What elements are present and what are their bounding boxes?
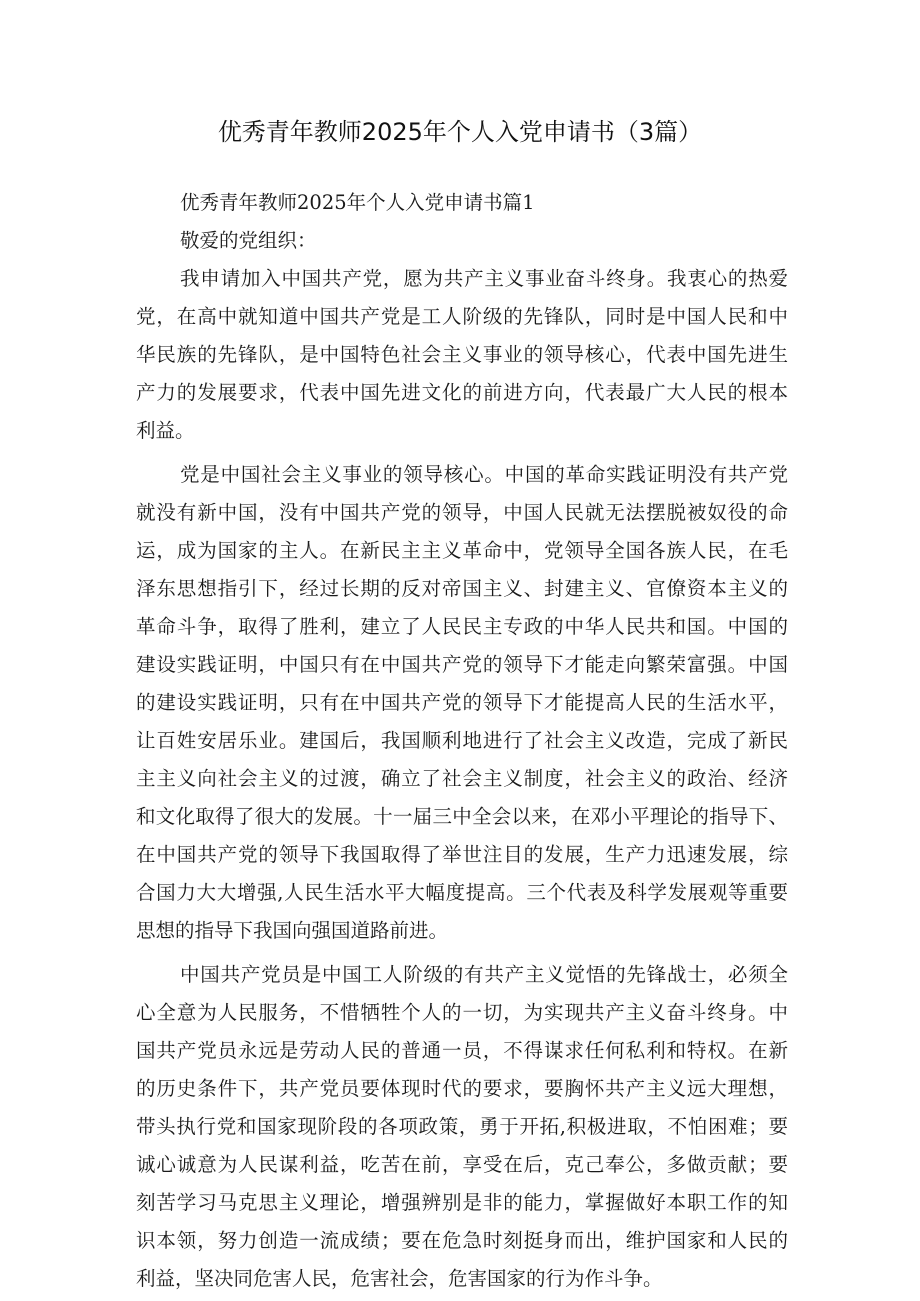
paragraph-line: 党，在高中就知道中国共产党是工人阶级的先锋队，同时是中国人民和中 bbox=[136, 305, 788, 328]
paragraph-line: 和文化取得了很大的发展。十一届三中全会以来，在邓小平理论的指导下、 bbox=[136, 805, 788, 828]
paragraph-line: 革命斗争，取得了胜利，建立了人民民主专政的中华人民共和国。中国的 bbox=[136, 615, 788, 638]
paragraph-line: 让百姓安居乐业。建国后，我国顺利地进行了社会主义改造，完成了新民 bbox=[136, 729, 788, 752]
paragraph-line: 国共产党员永远是劳动人民的普通一员，不得谋求任何私利和特权。在新 bbox=[136, 1039, 788, 1062]
document-title: 优秀青年教师2025年个人入党申请书（3篇） bbox=[217, 118, 703, 146]
paragraph-2 bbox=[136, 456, 788, 950]
paragraph-line: 华民族的先锋队，是中国特色社会主义事业的领导核心，代表中国先进生 bbox=[136, 343, 788, 366]
paragraph-line: 建设实践证明，中国只有在中国共产党的领导下才能走向繁荣富强。中国 bbox=[136, 653, 788, 676]
document-body bbox=[136, 184, 788, 1298]
paragraph-line: 刻苦学习马克思主义理论，增强辨别是非的能力，掌握做好本职工作的知 bbox=[136, 1191, 788, 1214]
paragraph-line: 合国力大大增强,人民生活水平大幅度提高。三个代表及科学发展观等重要 bbox=[136, 881, 788, 904]
paragraph-line: 我申请加入中国共产党，愿为共产主义事业奋斗终身。我衷心的热爱 bbox=[180, 267, 788, 290]
paragraph-line: 诚心诚意为人民谋利益，吃苦在前，享受在后，克己奉公，多做贡献；要 bbox=[136, 1153, 788, 1176]
section-heading: 优秀青年教师2025年个人入党申请书篇1 bbox=[180, 191, 535, 214]
paragraph-line: 主主义向社会主义的过渡，确立了社会主义制度，社会主义的政治、经济 bbox=[136, 767, 788, 790]
paragraph-line: 的建设实践证明，只有在中国共产党的领导下才能提高人民的生活水平， bbox=[136, 691, 788, 714]
paragraph-line: 产力的发展要求，代表中国先进文化的前进方向，代表最广大人民的根本 bbox=[136, 381, 788, 404]
paragraph-line: 思想的指导下我国向强国道路前进。 bbox=[136, 919, 449, 942]
paragraph-line: 泽东思想指引下，经过长期的反对帝国主义、封建主义、官僚资本主义的 bbox=[136, 577, 788, 600]
paragraph-line: 中国共产党员是中国工人阶级的有共产主义觉悟的先锋战士，必须全 bbox=[180, 963, 788, 986]
paragraph-line: 在中国共产党的领导下我国取得了举世注目的发展，生产力迅速发展，综 bbox=[136, 843, 788, 866]
paragraph-1 bbox=[136, 260, 788, 450]
paragraph-3 bbox=[136, 956, 788, 1298]
paragraph-line: 利益。 bbox=[136, 419, 195, 442]
paragraph-line: 利益，坚决同危害人民，危害社会，危害国家的行为作斗争。 bbox=[136, 1267, 663, 1290]
paragraph-line: 就没有新中国，没有中国共产党的领导，中国人民就无法摆脱被奴役的命 bbox=[136, 501, 788, 524]
salutation: 敬爱的党组织： bbox=[180, 229, 317, 252]
paragraph-line: 识本领，努力创造一流成绩；要在危急时刻挺身而出，维护国家和人民的 bbox=[136, 1229, 788, 1252]
paragraph-line: 党是中国社会主义事业的领导核心。中国的革命实践证明没有共产党 bbox=[180, 463, 788, 486]
paragraph-line: 带头执行党和国家现阶段的各项政策，勇于开拓,积极进取，不怕困难；要 bbox=[136, 1115, 788, 1138]
paragraph-line: 的历史条件下，共产党员要体现时代的要求，要胸怀共产主义远大理想， bbox=[136, 1077, 788, 1100]
paragraph-line: 运，成为国家的主人。在新民主主义革命中，党领导全国各族人民，在毛 bbox=[136, 539, 788, 562]
paragraph-line: 心全意为人民服务，不惜牺牲个人的一切，为实现共产主义奋斗终身。中 bbox=[136, 1001, 788, 1024]
